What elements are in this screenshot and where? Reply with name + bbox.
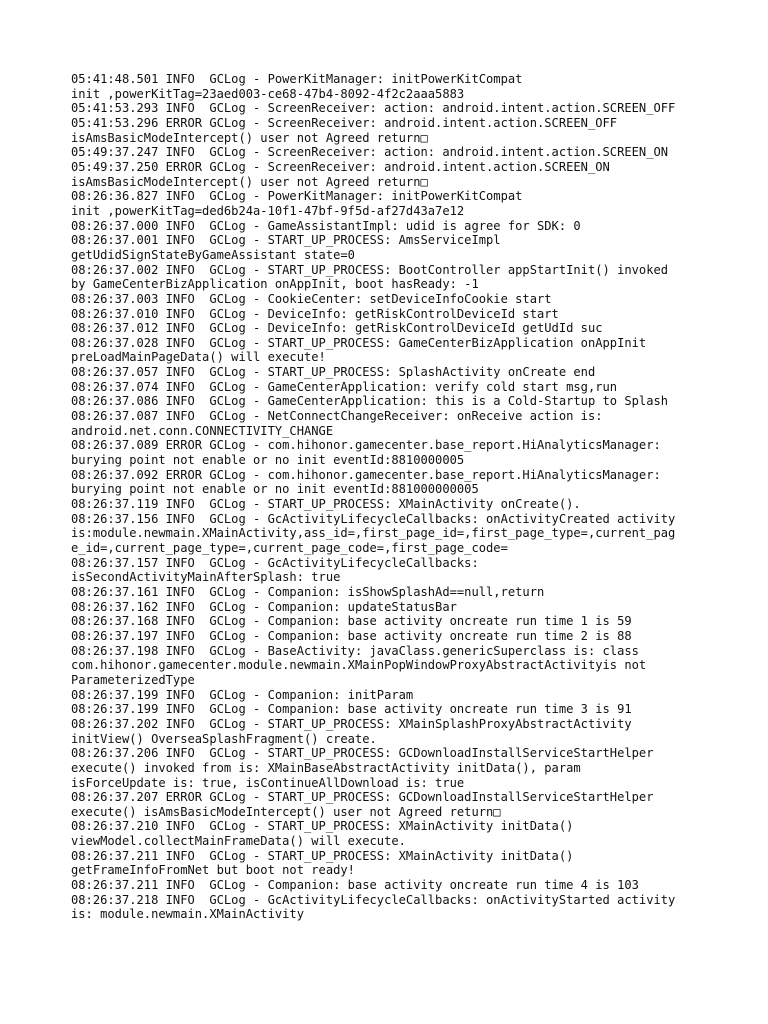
log-line: 08:26:37.002 INFO GCLog - START_UP_PROCESS: BootController appStartInit() invoked: [71, 262, 669, 277]
log-line: 08:26:37.156 INFO GCLog - GcActivityLifecycleCallbacks: onActivityCreated activity: [71, 511, 676, 526]
log-line: 08:26:37.086 INFO GCLog - GameCenterApplication: this is a Cold-Startup to Splash: [71, 394, 669, 409]
log-line: is:module.newmain.XMainActivity,ass_id=,first_page_id=,first_page_type=,current_pag: [71, 526, 676, 541]
log-line: 08:26:37.003 INFO GCLog - CookieCenter: setDeviceInfoCookie start: [71, 291, 552, 306]
log-line: 08:26:37.218 INFO GCLog - GcActivityLifecycleCallbacks: onActivityStarted activity: [71, 892, 676, 907]
log-line: isAmsBasicModeIntercept() user not Agreed return□: [71, 174, 428, 189]
log-line: getFrameInfoFromNet but boot not ready!: [71, 863, 355, 878]
log-line: 08:26:37.087 INFO GCLog - NetConnectChangeReceiver: onReceive action is:: [71, 409, 603, 424]
log-line: ParameterizedType: [71, 672, 195, 687]
log-line: 08:26:37.207 ERROR GCLog - START_UP_PROCESS: GCDownloadInstallServiceStartHelper: [71, 790, 654, 805]
log-line: execute() isAmsBasicModeIntercept() user not Agreed return□: [71, 804, 501, 819]
log-line: init ,powerKitTag=23aed003-ce68-47b4-8092-4f2c2aaa5883: [71, 86, 465, 101]
log-line: 08:26:37.012 INFO GCLog - DeviceInfo: getRiskControlDeviceId getUdId suc: [71, 321, 603, 336]
log-line: 08:26:37.198 INFO GCLog - BaseActivity: javaClass.genericSuperclass is: class: [71, 643, 639, 658]
log-line: e_id=,current_page_type=,current_page_code=,first_page_code=: [71, 541, 508, 555]
log-line: by GameCenterBizApplication onAppInit, boot hasReady: -1: [71, 277, 479, 292]
log-line: 05:41:48.501 INFO GCLog - PowerKitManager: initPowerKitCompat: [71, 72, 523, 86]
log-line: 08:26:37.074 INFO GCLog - GameCenterApplication: verify cold start msg,run: [71, 379, 618, 394]
log-line: 08:26:37.161 INFO GCLog - Companion: isShowSplashAd==null,return: [71, 584, 545, 599]
log-line: initView() OverseaSplashFragment() create.: [71, 731, 377, 746]
log-line: 08:26:37.000 INFO GCLog - GameAssistantImpl: udid is agree for SDK: 0: [71, 218, 581, 233]
log-line: is: module.newmain.XMainActivity: [71, 907, 304, 922]
log-line: 08:26:37.057 INFO GCLog - START_UP_PROCESS: SplashActivity onCreate end: [71, 365, 596, 380]
log-line: isSecondActivityMainAfterSplash: true: [71, 570, 341, 585]
log-line: 08:26:37.211 INFO GCLog - START_UP_PROCESS: XMainActivity initData(): [71, 848, 574, 863]
log-line: init ,powerKitTag=ded6b24a-10f1-47bf-9f5d-af27d43a7e12: [71, 203, 465, 218]
log-line: 08:26:37.092 ERROR GCLog - com.hihonor.gamecenter.base_report.HiAnalyticsManager:: [71, 467, 661, 482]
log-line: 08:26:37.197 INFO GCLog - Companion: base activity oncreate run time 2 is 88: [71, 628, 632, 643]
log-line: 08:26:37.199 INFO GCLog - Companion: initParam: [71, 687, 414, 702]
log-line: isForceUpdate is: true, isContinueAllDownload is: true: [71, 775, 465, 790]
log-line: 05:41:53.296 ERROR GCLog - ScreenReceiver: android.intent.action.SCREEN_OFF: [71, 115, 618, 130]
log-line: 08:26:37.162 INFO GCLog - Companion: updateStatusBar: [71, 599, 457, 614]
log-line: 08:26:37.210 INFO GCLog - START_UP_PROCESS: XMainActivity initData(): [71, 819, 574, 834]
log-line: preLoadMainPageData() will execute!: [71, 350, 326, 365]
log-line: 08:26:36.827 INFO GCLog - PowerKitManager: initPowerKitCompat: [71, 189, 523, 204]
log-line: 08:26:37.028 INFO GCLog - START_UP_PROCESS: GameCenterBizApplication onAppInit: [71, 335, 647, 350]
log-line: burying point not enable or no init eventId:8810000005: [71, 453, 465, 468]
log-line: 08:26:37.206 INFO GCLog - START_UP_PROCESS: GCDownloadInstallServiceStartHelper: [71, 746, 654, 761]
log-line: getUdidSignStateByGameAssistant state=0: [71, 247, 355, 262]
log-line: isAmsBasicModeIntercept() user not Agreed return□: [71, 130, 428, 145]
log-line: 08:26:37.119 INFO GCLog - START_UP_PROCESS: XMainActivity onCreate().: [71, 497, 581, 512]
log-line: 08:26:37.157 INFO GCLog - GcActivityLifecycleCallbacks:: [71, 555, 479, 570]
log-line: 05:49:37.247 INFO GCLog - ScreenReceiver: action: android.intent.action.SCREEN_ON: [71, 145, 669, 160]
log-line: 08:26:37.168 INFO GCLog - Companion: base activity oncreate run time 1 is 59: [71, 614, 632, 629]
log-line: 08:26:37.001 INFO GCLog - START_UP_PROCESS: AmsServiceImpl: [71, 233, 501, 248]
log-line: 05:41:53.293 INFO GCLog - ScreenReceiver: action: android.intent.action.SCREEN_OFF: [71, 101, 676, 116]
log-line: 08:26:37.211 INFO GCLog - Companion: base activity oncreate run time 4 is 103: [71, 878, 639, 893]
log-line: burying point not enable or no init eventId:881000000005: [71, 482, 479, 497]
log-line: android.net.conn.CONNECTIVITY_CHANGE: [71, 423, 334, 438]
log-document: [71, 72, 711, 922]
log-line: 08:26:37.089 ERROR GCLog - com.hihonor.gamecenter.base_report.HiAnalyticsManager:: [71, 438, 661, 453]
log-line: 08:26:37.199 INFO GCLog - Companion: base activity oncreate run time 3 is 91: [71, 702, 632, 717]
log-line: 08:26:37.010 INFO GCLog - DeviceInfo: getRiskControlDeviceId start: [71, 306, 559, 321]
log-line: 08:26:37.202 INFO GCLog - START_UP_PROCESS: XMainSplashProxyAbstractActivity: [71, 716, 632, 731]
log-line: execute() invoked from is: XMainBaseAbstractActivity initData(), param: [71, 760, 581, 775]
log-line: viewModel.collectMainFrameData() will execute.: [71, 834, 406, 849]
log-line: com.hihonor.gamecenter.module.newmain.XMainPopWindowProxyAbstractActivityis not: [71, 658, 647, 673]
log-line: 05:49:37.250 ERROR GCLog - ScreenReceiver: android.intent.action.SCREEN_ON: [71, 159, 610, 174]
